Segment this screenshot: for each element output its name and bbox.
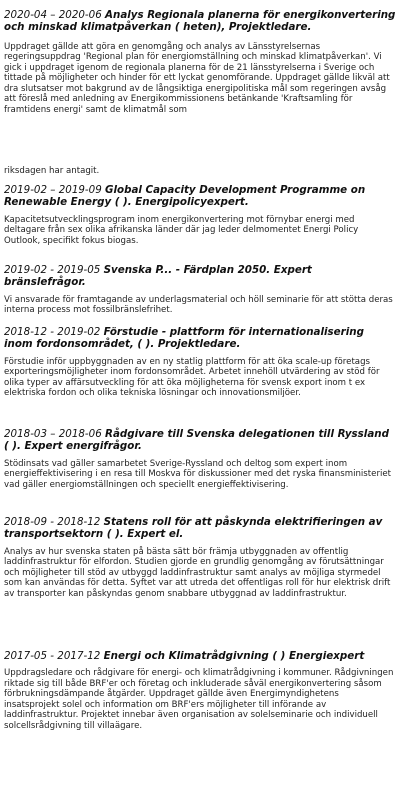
- entry-description: Analys av hur svenska staten på bästa sätt bör främja utbyggnaden av offentlig laddinfrastruktur för elfordon. Studien gjorde en grundlig genomgång av förutsättningar och möjligheter till stöd av utbyggd laddinfrastruktur samt analys av möjliga styrmedel som kan användas för detta. Syftet var att utreda det offentligas roll för hur elektrisk drift av transporter kan påskyndas genom snabbare utbyggnad av laddinfrastruktur.: [4, 546, 391, 599]
- entry-heading: [4, 264, 396, 289]
- entry-dates: 2019-02 - 2019-05: [4, 264, 101, 276]
- entry-description-continuation: riksdagen har antagit.: [4, 166, 100, 176]
- entry-title: Analys Regionala planerna för energikonvertering och minskad klimatpåverkan ( heten), Projektledare.: [4, 9, 396, 34]
- entry-heading: [4, 650, 396, 662]
- entry-heading: [4, 428, 396, 453]
- entry-heading: [4, 326, 396, 351]
- entry-description: Vi ansvarade för framtagande av underlagsmaterial och höll seminarie för att stötta deras interna process mot fossilbränslefrihet.: [4, 294, 393, 316]
- entry-dates: 2017-05 - 2017-12: [4, 650, 101, 662]
- entry-dates: 2020-04 – 2020-06: [4, 9, 102, 21]
- entry-title: Global Capacity Development Programme on Renewable Energy ( ). Energipolicyexpert.: [4, 184, 366, 209]
- entry-description: Stödinsats vad gäller samarbetet Sverige-Ryssland och deltog som expert inom energieffektivisering i en resa till Moskva för diskussioner med det ryska finansministeriet vad gäller energiomställningen och speciellt energieffektivisering.: [4, 458, 392, 490]
- entry-heading: [4, 184, 396, 209]
- page-break-continuation: [4, 166, 396, 177]
- cv-entry-5: [4, 428, 396, 490]
- cv-entry-3: [4, 264, 396, 316]
- cv-entry-7: [4, 650, 396, 731]
- entry-description: Uppdraget gällde att göra en genomgång och analys av Länsstyrelsernas regeringsuppdrag 'Regional plan för energiomställning och minskad klimatpåverkan'. Vi gick i uppdraget igenom de regionala planerna för de 21 länsstyrelserna i Sverige och tittade på möjligheter och hinder för ett lyckat genomförande. Uppdraget gällde likväl att dra slutsatser mot bakgrund av de långsiktiga energipolitiska mål som regeringen avsåg att föreslå med anledning av Energikommissionens betänkande 'Kraftsamling för framtidens energi' samt de klimatmål som: [4, 41, 390, 115]
- entry-title: Rådgivare till Svenska delegationen till Ryssland ( ). Expert energifrågor.: [4, 428, 389, 453]
- cv-entry-1: [4, 9, 396, 115]
- entry-heading: [4, 9, 396, 34]
- cv-entry-4: [4, 326, 396, 399]
- cv-entry-2: [4, 184, 396, 246]
- entry-dates: 2018-03 – 2018-06: [4, 428, 102, 440]
- entry-heading: [4, 516, 396, 541]
- entry-title: Svenska P... - Färdplan 2050. Expert bränslefrågor.: [4, 264, 312, 289]
- entry-description: Uppdragsledare och rådgivare för energi- och klimatrådgivning i kommuner. Rådgivningen riktade sig till både BRF'er och företag och inkluderade såväl energikonvertering såsom förbrukningsdämpande åtgärder. Uppdraget gällde även Energimyndighetens insatsprojekt solel och information om BRF'ers möjligheter till införande av laddinfrastruktur. Projektet innebar även organisation av solelseminarie och individuell solcellsrådgivning till villaägare.: [4, 668, 394, 731]
- entry-title: Statens roll för att påskynda elektrifieringen av transportsektorn ( ). Expert el.: [4, 516, 383, 541]
- entry-dates: 2019-02 – 2019-09: [4, 184, 102, 196]
- entry-title: Energi och Klimatrådgivning ( ) Energiexpert: [103, 650, 365, 662]
- entry-dates: 2018-12 - 2019-02: [4, 326, 101, 338]
- entry-title: Förstudie - plattform för internationalisering inom fordonsområdet, ( ). Projektledare.: [4, 326, 364, 351]
- cv-entry-6: [4, 516, 396, 599]
- entry-description: Kapacitetsutvecklingsprogram inom energikonvertering mot förnybar energi med deltagare från sex olika afrikanska länder där jag leder delmomentet Energi Policy Outlook, specifikt fokus biogas.: [4, 214, 359, 246]
- entry-dates: 2018-09 - 2018-12: [4, 516, 101, 528]
- entry-description: Förstudie inför uppbyggnaden av en ny statlig plattform för att öka scale-up företags exporteringsmöjligheter inom fordonsområdet. Arbetet innehöll utvärdering av stöd för olika typer av affärsutveckling för att öka möjligheterna för svensk export inom t ex elektriska fordon och olika tekniska lösningar och innovationsmiljöer.: [4, 356, 380, 399]
